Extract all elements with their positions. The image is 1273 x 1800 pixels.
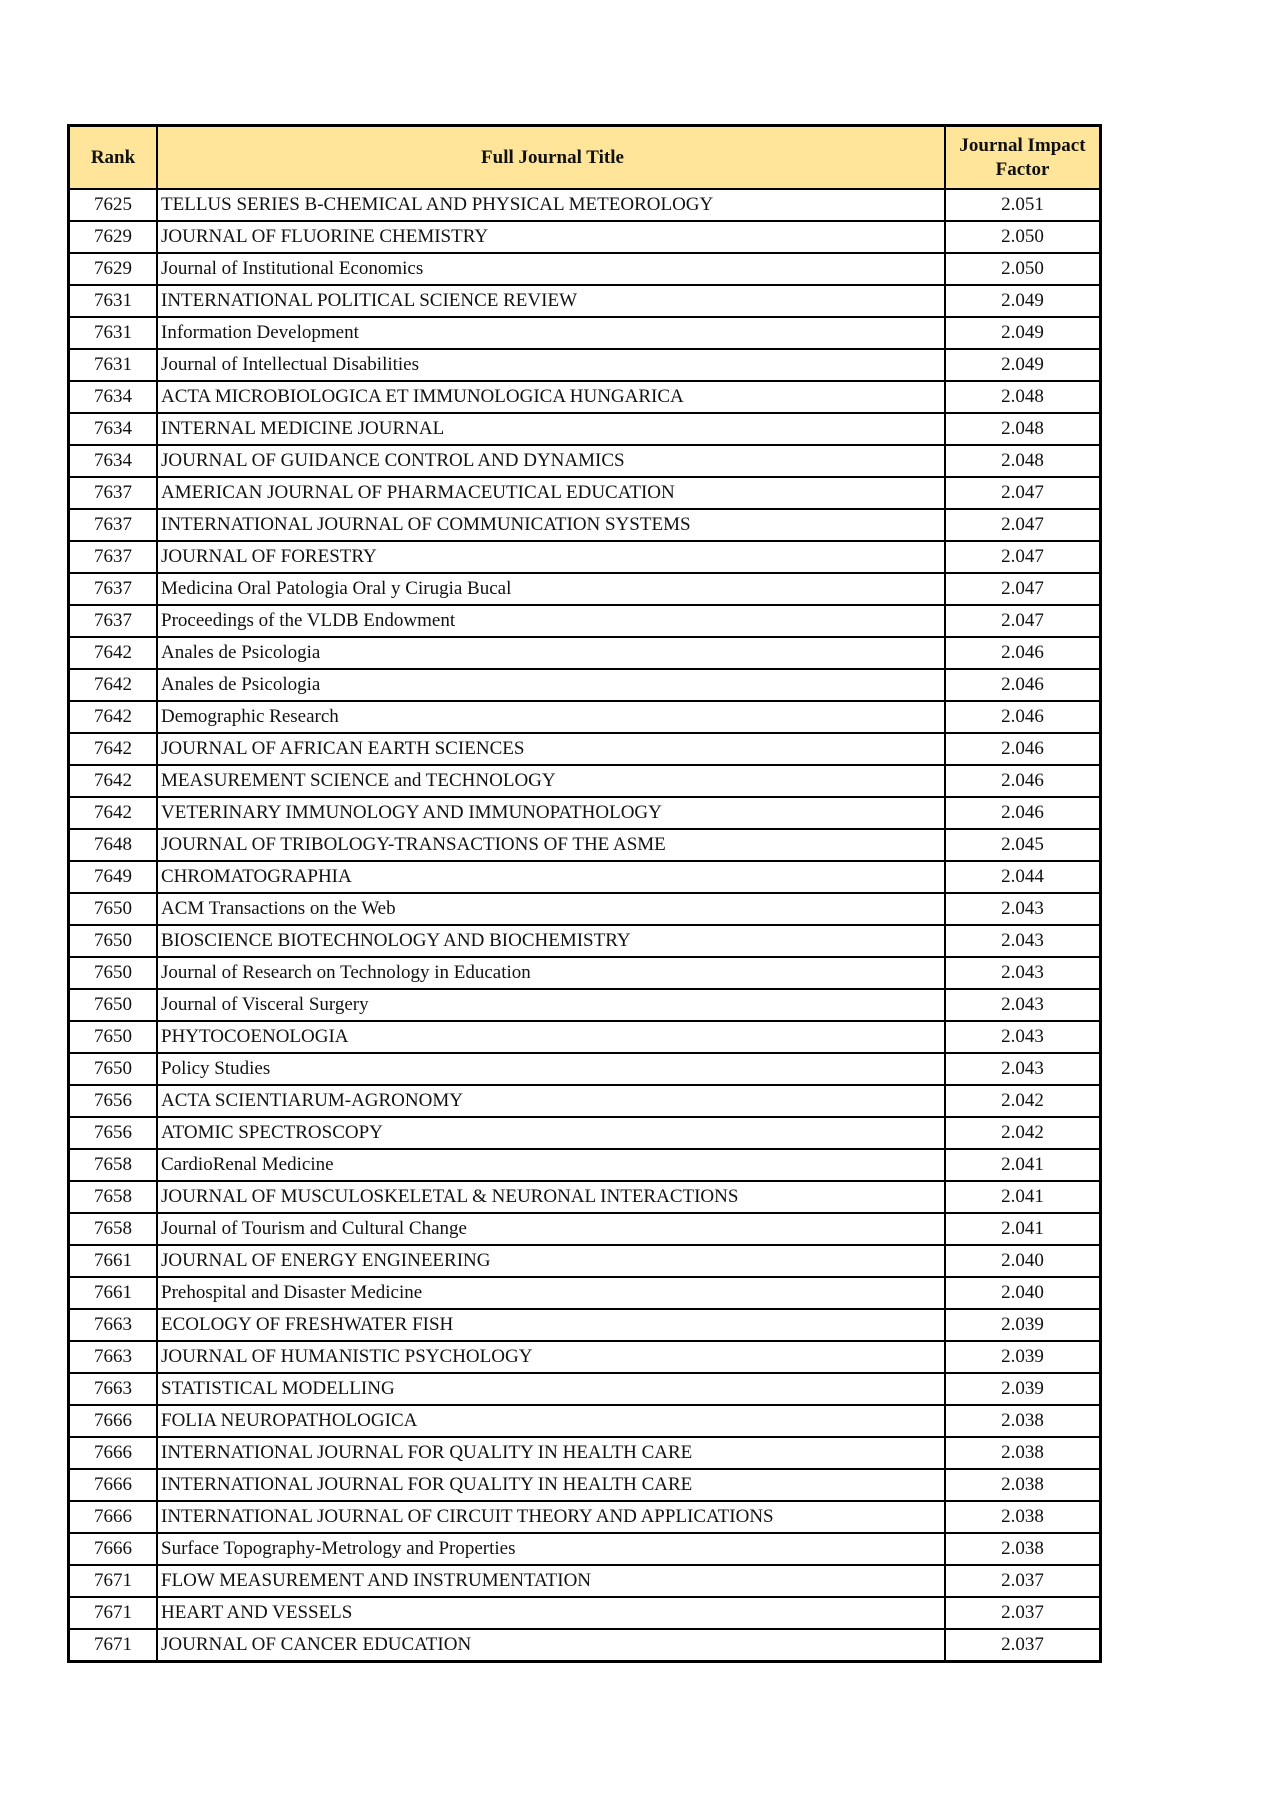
title-cell: AMERICAN JOURNAL OF PHARMACEUTICAL EDUCATION [157, 477, 945, 509]
title-cell: Journal of Research on Technology in Education [157, 957, 945, 989]
impact-factor-cell: 2.043 [945, 893, 1101, 925]
rank-cell: 7631 [69, 349, 158, 381]
impact-factor-cell: 2.049 [945, 317, 1101, 349]
impact-factor-cell: 2.048 [945, 381, 1101, 413]
table-row [69, 1437, 1101, 1469]
title-cell: BIOSCIENCE BIOTECHNOLOGY AND BIOCHEMISTRY [157, 925, 945, 957]
table-row [69, 1277, 1101, 1309]
rank-cell: 7649 [69, 861, 158, 893]
title-cell: STATISTICAL MODELLING [157, 1373, 945, 1405]
title-cell: CardioRenal Medicine [157, 1149, 945, 1181]
table-row [69, 573, 1101, 605]
title-cell: INTERNAL MEDICINE JOURNAL [157, 413, 945, 445]
rank-cell: 7663 [69, 1309, 158, 1341]
title-cell: FOLIA NEUROPATHOLOGICA [157, 1405, 945, 1437]
impact-factor-cell: 2.046 [945, 669, 1101, 701]
impact-factor-cell: 2.046 [945, 797, 1101, 829]
rank-cell: 7642 [69, 797, 158, 829]
table-row [69, 861, 1101, 893]
rank-cell: 7666 [69, 1469, 158, 1501]
table-row [69, 669, 1101, 701]
table-row [69, 797, 1101, 829]
rank-cell: 7656 [69, 1085, 158, 1117]
title-cell: ATOMIC SPECTROSCOPY [157, 1117, 945, 1149]
table-row [69, 541, 1101, 573]
table-row [69, 957, 1101, 989]
table-row [69, 1597, 1101, 1629]
table-row [69, 1085, 1101, 1117]
table-row [69, 829, 1101, 861]
impact-factor-cell: 2.049 [945, 285, 1101, 317]
rank-cell: 7666 [69, 1501, 158, 1533]
title-cell: INTERNATIONAL POLITICAL SCIENCE REVIEW [157, 285, 945, 317]
table-row [69, 1341, 1101, 1373]
impact-factor-cell: 2.039 [945, 1373, 1101, 1405]
rank-cell: 7658 [69, 1213, 158, 1245]
impact-factor-cell: 2.040 [945, 1277, 1101, 1309]
rank-cell: 7650 [69, 989, 158, 1021]
table-row [69, 1405, 1101, 1437]
rank-cell: 7637 [69, 605, 158, 637]
header-row [69, 126, 1101, 190]
rank-cell: 7671 [69, 1597, 158, 1629]
title-cell: Medicina Oral Patologia Oral y Cirugia Bucal [157, 573, 945, 605]
impact-factor-cell: 2.040 [945, 1245, 1101, 1277]
rank-cell: 7634 [69, 413, 158, 445]
title-cell: Journal of Tourism and Cultural Change [157, 1213, 945, 1245]
journal-impact-table [67, 124, 1102, 1663]
rank-cell: 7637 [69, 477, 158, 509]
impact-factor-cell: 2.043 [945, 1021, 1101, 1053]
impact-factor-cell: 2.045 [945, 829, 1101, 861]
impact-factor-cell: 2.037 [945, 1629, 1101, 1662]
title-cell: Information Development [157, 317, 945, 349]
impact-factor-cell: 2.047 [945, 541, 1101, 573]
rank-cell: 7629 [69, 221, 158, 253]
impact-factor-cell: 2.038 [945, 1469, 1101, 1501]
impact-factor-cell: 2.038 [945, 1405, 1101, 1437]
table-row [69, 765, 1101, 797]
impact-factor-cell: 2.039 [945, 1341, 1101, 1373]
table-row [69, 477, 1101, 509]
title-cell: VETERINARY IMMUNOLOGY AND IMMUNOPATHOLOGY [157, 797, 945, 829]
impact-factor-cell: 2.050 [945, 253, 1101, 285]
impact-factor-cell: 2.041 [945, 1213, 1101, 1245]
rank-cell: 7661 [69, 1277, 158, 1309]
rank-cell: 7625 [69, 189, 158, 221]
title-cell: JOURNAL OF MUSCULOSKELETAL & NEURONAL INTERACTIONS [157, 1181, 945, 1213]
impact-factor-cell: 2.048 [945, 413, 1101, 445]
title-cell: INTERNATIONAL JOURNAL FOR QUALITY IN HEALTH CARE [157, 1437, 945, 1469]
title-cell: Prehospital and Disaster Medicine [157, 1277, 945, 1309]
rank-cell: 7637 [69, 541, 158, 573]
title-cell: Anales de Psicologia [157, 637, 945, 669]
header-rank: Rank [69, 126, 158, 190]
table-row [69, 733, 1101, 765]
rank-cell: 7650 [69, 893, 158, 925]
impact-factor-cell: 2.041 [945, 1149, 1101, 1181]
rank-cell: 7642 [69, 637, 158, 669]
rank-cell: 7650 [69, 1053, 158, 1085]
rank-cell: 7658 [69, 1181, 158, 1213]
title-cell: JOURNAL OF ENERGY ENGINEERING [157, 1245, 945, 1277]
rank-cell: 7634 [69, 445, 158, 477]
table-row [69, 925, 1101, 957]
title-cell: JOURNAL OF HUMANISTIC PSYCHOLOGY [157, 1341, 945, 1373]
impact-factor-cell: 2.038 [945, 1437, 1101, 1469]
rank-cell: 7658 [69, 1149, 158, 1181]
impact-factor-cell: 2.048 [945, 445, 1101, 477]
impact-factor-cell: 2.043 [945, 957, 1101, 989]
title-cell: PHYTOCOENOLOGIA [157, 1021, 945, 1053]
rank-cell: 7650 [69, 925, 158, 957]
title-cell: INTERNATIONAL JOURNAL OF COMMUNICATION SYSTEMS [157, 509, 945, 541]
rank-cell: 7629 [69, 253, 158, 285]
table-row [69, 1373, 1101, 1405]
impact-factor-cell: 2.042 [945, 1117, 1101, 1149]
impact-factor-cell: 2.049 [945, 349, 1101, 381]
table-row [69, 349, 1101, 381]
title-cell: Journal of Visceral Surgery [157, 989, 945, 1021]
title-cell: FLOW MEASUREMENT AND INSTRUMENTATION [157, 1565, 945, 1597]
impact-factor-cell: 2.046 [945, 701, 1101, 733]
title-cell: HEART AND VESSELS [157, 1597, 945, 1629]
rank-cell: 7631 [69, 317, 158, 349]
title-cell: INTERNATIONAL JOURNAL OF CIRCUIT THEORY AND APPLICATIONS [157, 1501, 945, 1533]
table-row [69, 893, 1101, 925]
header-title: Full Journal Title [157, 126, 945, 190]
impact-factor-cell: 2.047 [945, 573, 1101, 605]
impact-factor-cell: 2.047 [945, 477, 1101, 509]
table-row [69, 1245, 1101, 1277]
table-row [69, 1213, 1101, 1245]
table-row [69, 445, 1101, 477]
rank-cell: 7642 [69, 765, 158, 797]
impact-factor-cell: 2.038 [945, 1501, 1101, 1533]
table-row [69, 317, 1101, 349]
table-row [69, 1309, 1101, 1341]
impact-factor-cell: 2.037 [945, 1565, 1101, 1597]
impact-factor-cell: 2.043 [945, 989, 1101, 1021]
table-row [69, 285, 1101, 317]
title-cell: JOURNAL OF FORESTRY [157, 541, 945, 573]
title-cell: Proceedings of the VLDB Endowment [157, 605, 945, 637]
title-cell: Policy Studies [157, 1053, 945, 1085]
rank-cell: 7642 [69, 701, 158, 733]
title-cell: ECOLOGY OF FRESHWATER FISH [157, 1309, 945, 1341]
title-cell: ACTA MICROBIOLOGICA ET IMMUNOLOGICA HUNGARICA [157, 381, 945, 413]
rank-cell: 7650 [69, 957, 158, 989]
title-cell: JOURNAL OF CANCER EDUCATION [157, 1629, 945, 1662]
title-cell: INTERNATIONAL JOURNAL FOR QUALITY IN HEALTH CARE [157, 1469, 945, 1501]
table-row [69, 1149, 1101, 1181]
table-row [69, 1021, 1101, 1053]
rank-cell: 7666 [69, 1405, 158, 1437]
rank-cell: 7637 [69, 509, 158, 541]
impact-factor-cell: 2.038 [945, 1533, 1101, 1565]
rank-cell: 7650 [69, 1021, 158, 1053]
impact-factor-cell: 2.041 [945, 1181, 1101, 1213]
table-row [69, 413, 1101, 445]
rank-cell: 7634 [69, 381, 158, 413]
table-row [69, 701, 1101, 733]
table-row [69, 1629, 1101, 1662]
rank-cell: 7642 [69, 733, 158, 765]
rank-cell: 7642 [69, 669, 158, 701]
table-row [69, 1533, 1101, 1565]
table-row [69, 1053, 1101, 1085]
rank-cell: 7656 [69, 1117, 158, 1149]
table-row [69, 1117, 1101, 1149]
title-cell: JOURNAL OF GUIDANCE CONTROL AND DYNAMICS [157, 445, 945, 477]
rank-cell: 7666 [69, 1437, 158, 1469]
title-cell: TELLUS SERIES B-CHEMICAL AND PHYSICAL METEOROLOGY [157, 189, 945, 221]
table-row [69, 221, 1101, 253]
table-row [69, 509, 1101, 541]
title-cell: JOURNAL OF FLUORINE CHEMISTRY [157, 221, 945, 253]
title-cell: Anales de Psicologia [157, 669, 945, 701]
title-cell: Surface Topography-Metrology and Properties [157, 1533, 945, 1565]
header-impact-factor: Journal Impact Factor [945, 126, 1101, 190]
impact-factor-cell: 2.046 [945, 733, 1101, 765]
title-cell: Demographic Research [157, 701, 945, 733]
rank-cell: 7671 [69, 1629, 158, 1662]
rank-cell: 7663 [69, 1373, 158, 1405]
impact-factor-cell: 2.046 [945, 765, 1101, 797]
rank-cell: 7631 [69, 285, 158, 317]
rank-cell: 7648 [69, 829, 158, 861]
impact-factor-cell: 2.047 [945, 605, 1101, 637]
impact-factor-cell: 2.039 [945, 1309, 1101, 1341]
table-row [69, 1565, 1101, 1597]
table-row [69, 189, 1101, 221]
table-row [69, 1181, 1101, 1213]
title-cell: JOURNAL OF AFRICAN EARTH SCIENCES [157, 733, 945, 765]
impact-factor-cell: 2.043 [945, 925, 1101, 957]
rank-cell: 7671 [69, 1565, 158, 1597]
impact-factor-cell: 2.046 [945, 637, 1101, 669]
table-row [69, 1469, 1101, 1501]
title-cell: Journal of Institutional Economics [157, 253, 945, 285]
impact-factor-cell: 2.043 [945, 1053, 1101, 1085]
rank-cell: 7663 [69, 1341, 158, 1373]
rank-cell: 7637 [69, 573, 158, 605]
table-row [69, 605, 1101, 637]
rank-cell: 7666 [69, 1533, 158, 1565]
impact-factor-cell: 2.044 [945, 861, 1101, 893]
impact-factor-cell: 2.037 [945, 1597, 1101, 1629]
table-row [69, 1501, 1101, 1533]
impact-factor-cell: 2.051 [945, 189, 1101, 221]
table-row [69, 381, 1101, 413]
table-row [69, 637, 1101, 669]
table-row [69, 989, 1101, 1021]
title-cell: JOURNAL OF TRIBOLOGY-TRANSACTIONS OF THE ASME [157, 829, 945, 861]
title-cell: Journal of Intellectual Disabilities [157, 349, 945, 381]
impact-factor-cell: 2.047 [945, 509, 1101, 541]
impact-factor-cell: 2.042 [945, 1085, 1101, 1117]
title-cell: ACTA SCIENTIARUM-AGRONOMY [157, 1085, 945, 1117]
table-row [69, 253, 1101, 285]
title-cell: ACM Transactions on the Web [157, 893, 945, 925]
title-cell: CHROMATOGRAPHIA [157, 861, 945, 893]
rank-cell: 7661 [69, 1245, 158, 1277]
title-cell: MEASUREMENT SCIENCE and TECHNOLOGY [157, 765, 945, 797]
impact-factor-cell: 2.050 [945, 221, 1101, 253]
